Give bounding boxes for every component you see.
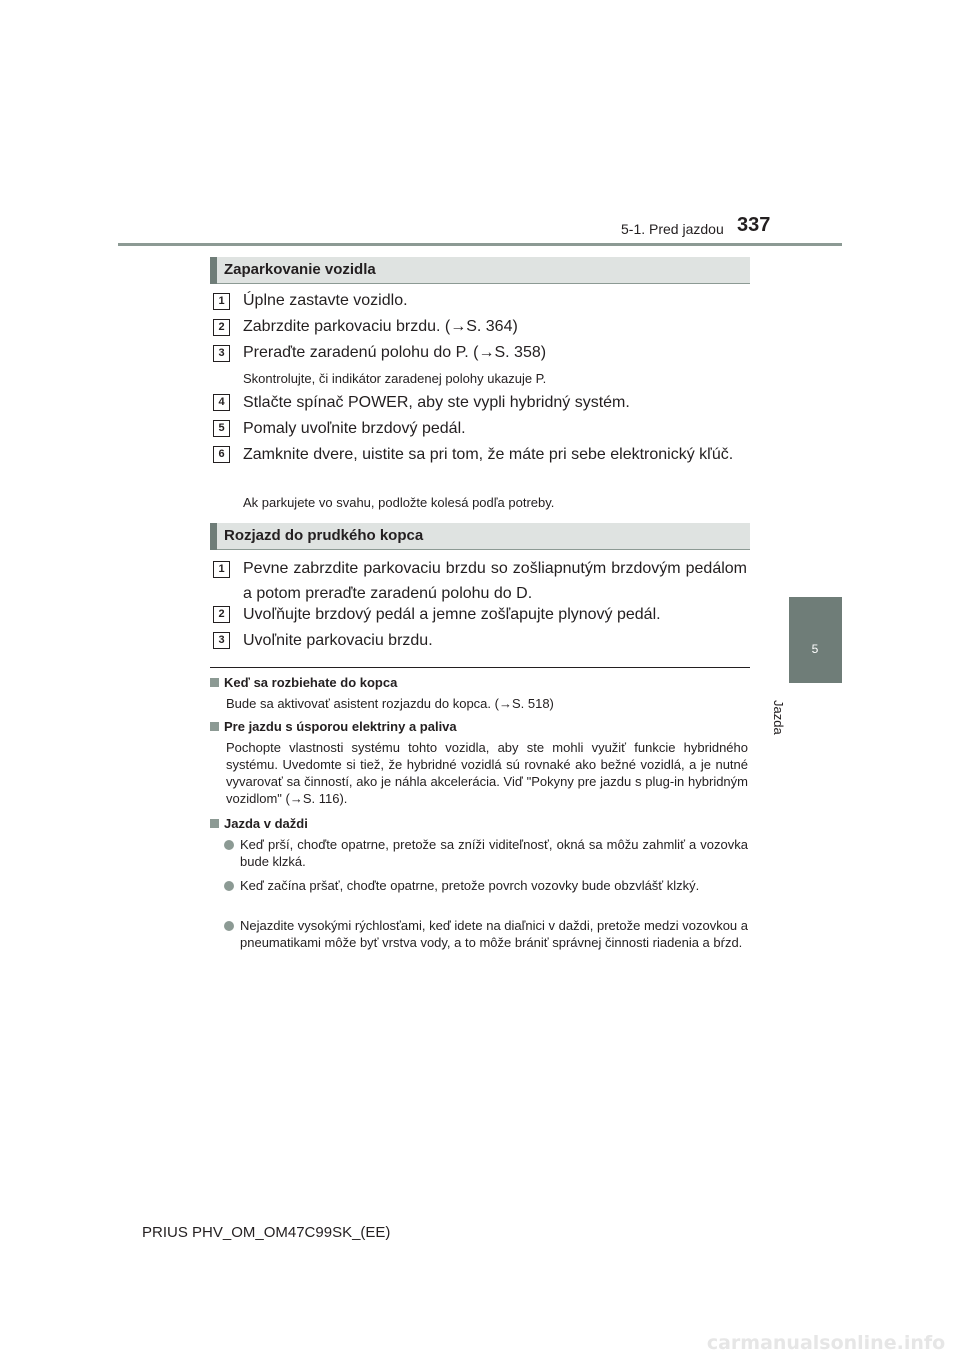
watermark-logo bbox=[693, 1327, 960, 1358]
section-title: Zaparkovanie vozidla bbox=[224, 261, 376, 278]
round-bullet-icon bbox=[224, 921, 234, 931]
step-text: Pomaly uvoľnite brzdový pedál. bbox=[243, 420, 466, 437]
step-text: Preraďte zaradenú polohu do P. (→S. 358) bbox=[243, 344, 547, 361]
header-rule bbox=[118, 243, 842, 246]
step-number: 1 bbox=[213, 561, 230, 578]
running-header-section: 5-1. Pred jazdou bbox=[621, 221, 724, 237]
info-text: Bude sa aktivovať asistent rozjazdu do kopca. (→S. 518) bbox=[226, 696, 554, 711]
step-number: 3 bbox=[213, 632, 230, 649]
step-text: Pevne zabrzdite parkovaciu brzdu so zošliapnutým brzdovým pedálom a potom preraďte zaradenú polohu do D. bbox=[243, 560, 747, 602]
section-title: Rozjazd do prudkého kopca bbox=[224, 527, 424, 544]
step-text: Stlačte spínač POWER, aby ste vypli hybridný systém. bbox=[243, 394, 630, 411]
step-number: 3 bbox=[213, 345, 230, 362]
section-divider bbox=[210, 667, 750, 668]
section-header-hill-start bbox=[210, 523, 750, 550]
bullet-text: Keď prší, choďte opatrne, pretože sa zníži viditeľnosť, okná sa môžu zahmliť a vozovka bude klzká. bbox=[240, 837, 748, 869]
step-number: 1 bbox=[213, 293, 230, 310]
step-text: Úplne zastavte vozidlo. bbox=[243, 292, 408, 309]
step-text: Uvoľňujte brzdový pedál a jemne zošľapujte plynový pedál. bbox=[243, 606, 661, 623]
section-header-parking bbox=[210, 257, 750, 284]
square-bullet-icon bbox=[210, 819, 219, 828]
step-note: Skontrolujte, či indikátor zaradenej polohy ukazuje P. bbox=[243, 371, 547, 386]
info-heading: Jazda v daždi bbox=[210, 816, 308, 831]
chapter-tab-number: 5 bbox=[811, 642, 819, 656]
step-number: 6 bbox=[213, 446, 230, 463]
step-number: 2 bbox=[213, 606, 230, 623]
info-text: Pochopte vlastnosti systému tohto vozidla, aby ste mohli využiť funkcie hybridného systému. Uvedomte si tiež, že hybridné vozidlá sú rovnaké ako bežné vozidlá, a je nutné vyvarovať sa činností, ako je náhla akcelerácia. Viď "Pokyny pre jazdu s plug-in hybridným vozidlom" (→S. 116). bbox=[226, 740, 748, 806]
step-number: 2 bbox=[213, 319, 230, 336]
step-text: Zabrzdite parkovaciu brzdu. (→S. 364) bbox=[243, 318, 518, 335]
chapter-tab bbox=[789, 597, 842, 683]
step-number: 4 bbox=[213, 394, 230, 411]
step-text: Uvoľnite parkovaciu brzdu. bbox=[243, 632, 433, 649]
bullet-text: Nejazdite vysokými rýchlosťami, keď idete na diaľnici v daždi, pretože medzi vozovkou a pneumatikami môže byť vrstva vody, a to môže brániť správnej činnosti riadenia a bŕzd. bbox=[240, 918, 748, 950]
info-heading: Pre jazdu s úsporou elektriny a paliva bbox=[210, 719, 457, 734]
page-number: 337 bbox=[737, 214, 771, 236]
square-bullet-icon bbox=[210, 722, 219, 731]
round-bullet-icon bbox=[224, 840, 234, 850]
step-number: 5 bbox=[213, 420, 230, 437]
chapter-tab-label: Jazda bbox=[771, 700, 786, 735]
bullet-text: Keď začína pršať, choďte opatrne, pretože povrch vozovky bude obzvlášť klzký. bbox=[240, 878, 700, 893]
info-heading: Keď sa rozbiehate do kopca bbox=[210, 675, 397, 690]
round-bullet-icon bbox=[224, 881, 234, 891]
step-note: Ak parkujete vo svahu, podložte kolesá podľa potreby. bbox=[243, 495, 555, 510]
square-bullet-icon bbox=[210, 678, 219, 687]
document-code-footer: PRIUS PHV_OM_OM47C99SK_(EE) bbox=[142, 1224, 391, 1241]
svg-text:carmanualsonline.info: carmanualsonline.info bbox=[706, 1332, 946, 1354]
step-text: Zamknite dvere, uistite sa pri tom, že máte pri sebe elektronický kľúč. bbox=[243, 446, 734, 463]
